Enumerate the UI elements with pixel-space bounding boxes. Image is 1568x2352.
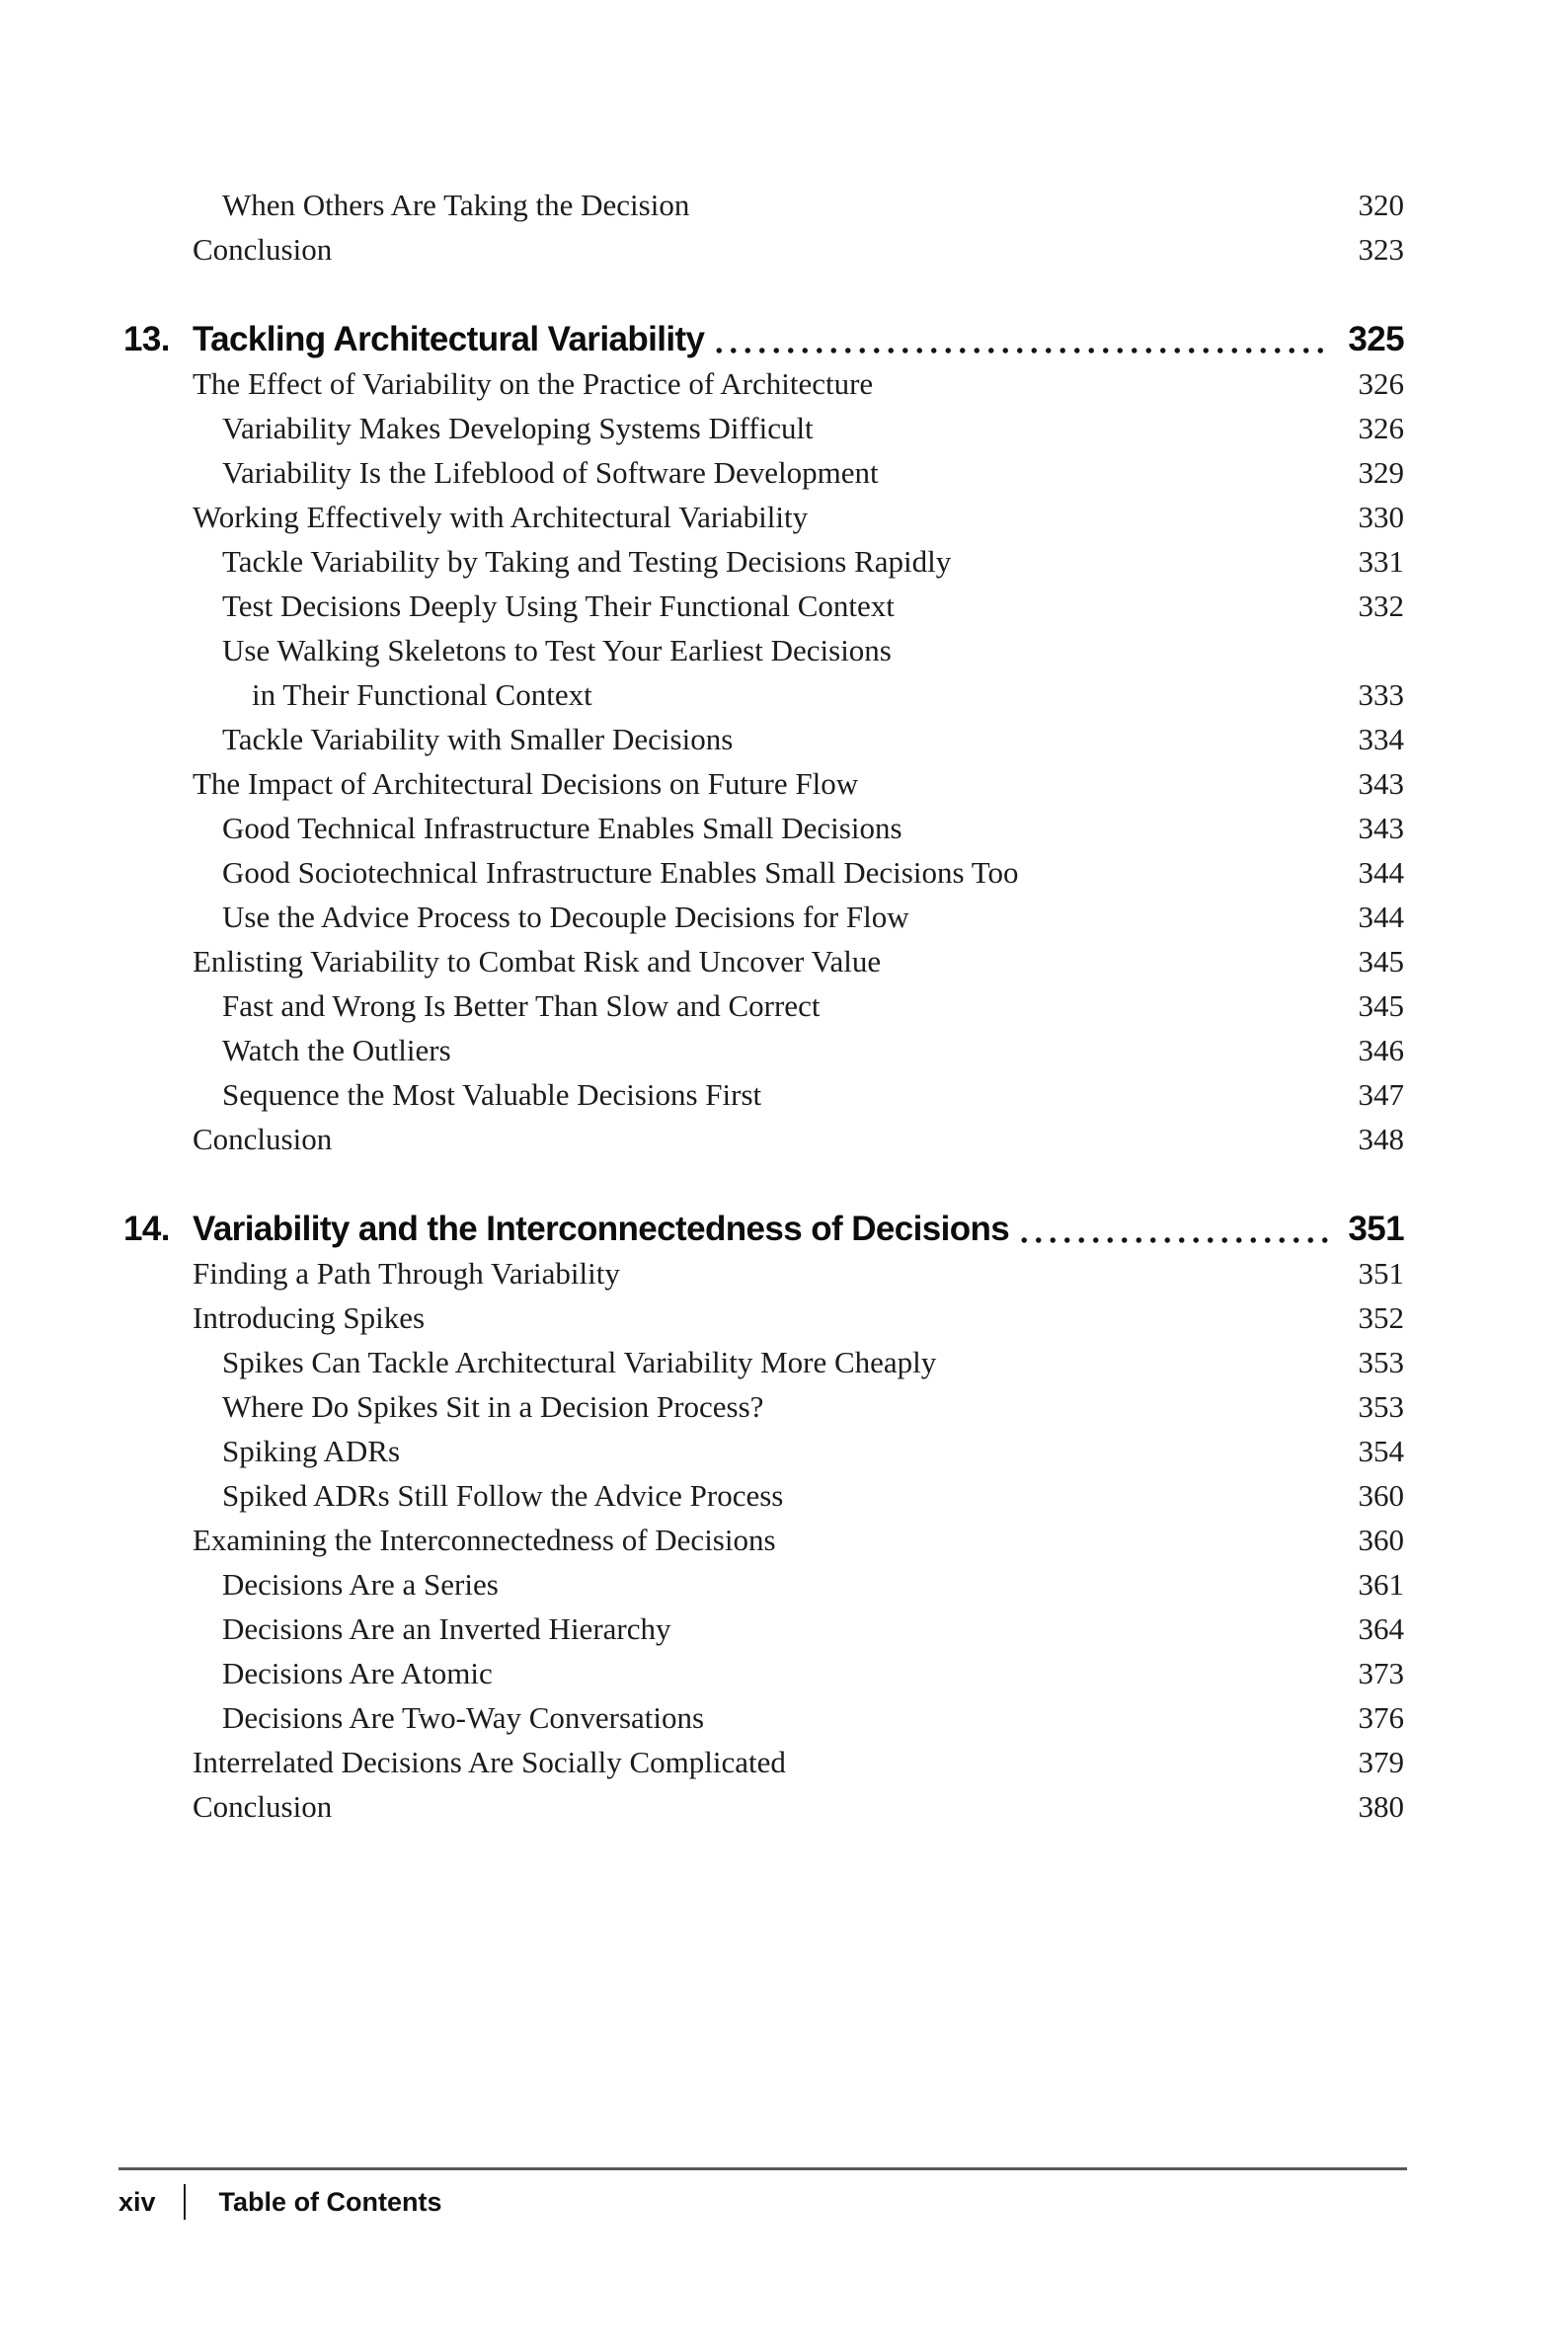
toc-entry-row[interactable] xyxy=(123,1473,1404,1518)
entry-title: in Their Functional Context xyxy=(252,677,592,712)
toc-entry-row[interactable] xyxy=(123,1607,1404,1651)
entry-page-number: 334 xyxy=(1358,722,1404,756)
toc-entry-row[interactable] xyxy=(123,1384,1404,1429)
entry-page-number: 373 xyxy=(1358,1656,1404,1690)
entry-title: Where Do Spikes Sit in a Decision Process? xyxy=(222,1389,764,1424)
entry-title: Interrelated Decisions Are Socially Complicated xyxy=(193,1745,786,1779)
toc-entry-row[interactable] xyxy=(123,983,1404,1028)
toc-entry-row[interactable] xyxy=(123,939,1404,983)
toc-entry-row[interactable] xyxy=(123,1295,1404,1340)
entry-title: Use the Advice Process to Decouple Decisions for Flow xyxy=(222,900,909,934)
entry-page-number: 361 xyxy=(1358,1567,1404,1602)
toc-entry-row[interactable] xyxy=(123,806,1404,850)
entry-page-number: 330 xyxy=(1358,500,1404,534)
toc-entry-row[interactable] xyxy=(123,1072,1404,1117)
entry-title: Conclusion xyxy=(193,232,333,267)
entry-page-number: 329 xyxy=(1358,455,1404,490)
toc-entry-row[interactable] xyxy=(123,1518,1404,1562)
toc-entry-row[interactable] xyxy=(123,1117,1404,1161)
entry-page-number: 376 xyxy=(1358,1700,1404,1735)
entry-page-number: 331 xyxy=(1358,544,1404,579)
entry-title: Good Sociotechnical Infrastructure Enables Small Decisions Too xyxy=(222,855,1019,890)
toc-entry-row[interactable] xyxy=(123,1251,1404,1295)
entry-page-number: 346 xyxy=(1358,1033,1404,1067)
entry-page-number: 379 xyxy=(1358,1745,1404,1779)
entry-title: Decisions Are an Inverted Hierarchy xyxy=(222,1611,671,1646)
entry-page-number: 332 xyxy=(1358,588,1404,623)
entry-page-number: 323 xyxy=(1358,232,1404,267)
toc-entry-row[interactable] xyxy=(123,672,1404,717)
toc-entry-row[interactable] xyxy=(123,1784,1404,1829)
entry-title: Tackle Variability with Smaller Decisions xyxy=(222,722,734,756)
toc-chapter-row[interactable] xyxy=(123,317,1404,361)
chapter-page-number: 325 xyxy=(1348,320,1404,358)
entry-title: Decisions Are Two-Way Conversations xyxy=(222,1700,705,1735)
entry-title: Use Walking Skeletons to Test Your Earliest Decisions xyxy=(222,633,892,667)
entry-title: Working Effectively with Architectural Variability xyxy=(193,500,809,534)
entry-title: Conclusion xyxy=(193,1789,333,1824)
entry-title: Finding a Path Through Variability xyxy=(193,1256,620,1291)
toc-entry-row[interactable] xyxy=(123,406,1404,450)
entry-page-number: 333 xyxy=(1358,677,1404,712)
entry-title: Sequence the Most Valuable Decisions First xyxy=(222,1077,762,1112)
entry-title: Spiked ADRs Still Follow the Advice Process xyxy=(222,1478,784,1513)
toc-entry-row[interactable] xyxy=(123,361,1404,406)
entry-title: Spikes Can Tackle Architectural Variability More Cheaply xyxy=(222,1345,937,1379)
entry-title: Spiking ADRs xyxy=(222,1434,401,1468)
toc-entry-row[interactable] xyxy=(123,539,1404,584)
entry-page-number: 345 xyxy=(1358,988,1404,1023)
entry-page-number: 360 xyxy=(1358,1523,1404,1557)
entry-title: Decisions Are a Series xyxy=(222,1567,499,1602)
toc-entry-row[interactable] xyxy=(123,495,1404,539)
toc-entry-row[interactable] xyxy=(123,628,1404,672)
entry-page-number: 351 xyxy=(1358,1256,1404,1291)
entry-title: Tackle Variability by Taking and Testing Decisions Rapidly xyxy=(222,544,952,579)
dot-leader xyxy=(712,345,1332,356)
toc-entry-row[interactable] xyxy=(123,1695,1404,1740)
entry-page-number: 343 xyxy=(1358,766,1404,801)
entry-title: Variability Is the Lifeblood of Software Development xyxy=(222,455,879,490)
entry-page-number: 352 xyxy=(1358,1300,1404,1335)
entry-page-number: 354 xyxy=(1358,1434,1404,1468)
entry-title: Fast and Wrong Is Better Than Slow and Correct xyxy=(222,988,821,1023)
entry-page-number: 344 xyxy=(1358,900,1404,934)
entry-page-number: 343 xyxy=(1358,811,1404,845)
entry-page-number: 320 xyxy=(1358,188,1404,222)
entry-title: The Effect of Variability on the Practice of Architecture xyxy=(193,366,874,401)
entry-title: The Impact of Architectural Decisions on Future Flow xyxy=(193,766,859,801)
page-footer xyxy=(118,2167,1407,2220)
entry-page-number: 348 xyxy=(1358,1122,1404,1156)
chapter-number: 13. xyxy=(123,320,170,358)
chapter-page-number: 351 xyxy=(1348,1210,1404,1248)
toc-entry-row[interactable] xyxy=(123,1562,1404,1607)
toc-list xyxy=(123,183,1404,1829)
toc-entry-row[interactable] xyxy=(123,1028,1404,1072)
toc-entry-row[interactable] xyxy=(123,584,1404,628)
entry-title: Watch the Outliers xyxy=(222,1033,451,1067)
entry-page-number: 364 xyxy=(1358,1611,1404,1646)
toc-entry-row[interactable] xyxy=(123,1429,1404,1473)
entry-title: Introducing Spikes xyxy=(193,1300,426,1335)
entry-page-number: 345 xyxy=(1358,944,1404,979)
footer-divider xyxy=(184,2184,186,2220)
toc-entry-row[interactable] xyxy=(123,450,1404,495)
footer-section-label: Table of Contents xyxy=(218,2186,442,2217)
entry-page-number: 353 xyxy=(1358,1345,1404,1379)
entry-title: Variability Makes Developing Systems Difficult xyxy=(222,411,814,445)
entry-title: Good Technical Infrastructure Enables Small Decisions xyxy=(222,811,902,845)
dot-leader xyxy=(1017,1234,1332,1246)
entry-page-number: 326 xyxy=(1358,411,1404,445)
entry-page-number: 347 xyxy=(1358,1077,1404,1112)
toc-entry-row[interactable] xyxy=(123,1651,1404,1695)
entry-title: Test Decisions Deeply Using Their Functional Context xyxy=(222,588,895,623)
chapter-number: 14. xyxy=(123,1210,170,1248)
toc-chapter-row[interactable] xyxy=(123,1207,1404,1251)
chapter-title: Tackling Architectural Variability xyxy=(193,320,705,358)
toc-entry-row[interactable] xyxy=(123,761,1404,806)
toc-entry-row[interactable] xyxy=(123,1740,1404,1784)
entry-title: Examining the Interconnectedness of Decisions xyxy=(193,1523,776,1557)
entry-title: When Others Are Taking the Decision xyxy=(222,188,690,222)
chapter-title: Variability and the Interconnectedness of Decisions xyxy=(193,1210,1010,1248)
entry-page-number: 326 xyxy=(1358,366,1404,401)
entry-page-number: 353 xyxy=(1358,1389,1404,1424)
toc-entry-row[interactable] xyxy=(123,850,1404,895)
entry-page-number: 380 xyxy=(1358,1789,1404,1824)
toc-entry-row[interactable] xyxy=(123,227,1404,272)
toc-entry-row[interactable] xyxy=(123,717,1404,761)
toc-entry-row[interactable] xyxy=(123,183,1404,227)
entry-title: Enlisting Variability to Combat Risk and Uncover Value xyxy=(193,944,882,979)
entry-page-number: 344 xyxy=(1358,855,1404,890)
entry-page-number: 360 xyxy=(1358,1478,1404,1513)
footer-folio: xiv xyxy=(118,2186,156,2217)
entry-title: Decisions Are Atomic xyxy=(222,1656,493,1690)
toc-entry-row[interactable] xyxy=(123,895,1404,939)
toc-entry-row[interactable] xyxy=(123,1340,1404,1384)
entry-title: Conclusion xyxy=(193,1122,333,1156)
